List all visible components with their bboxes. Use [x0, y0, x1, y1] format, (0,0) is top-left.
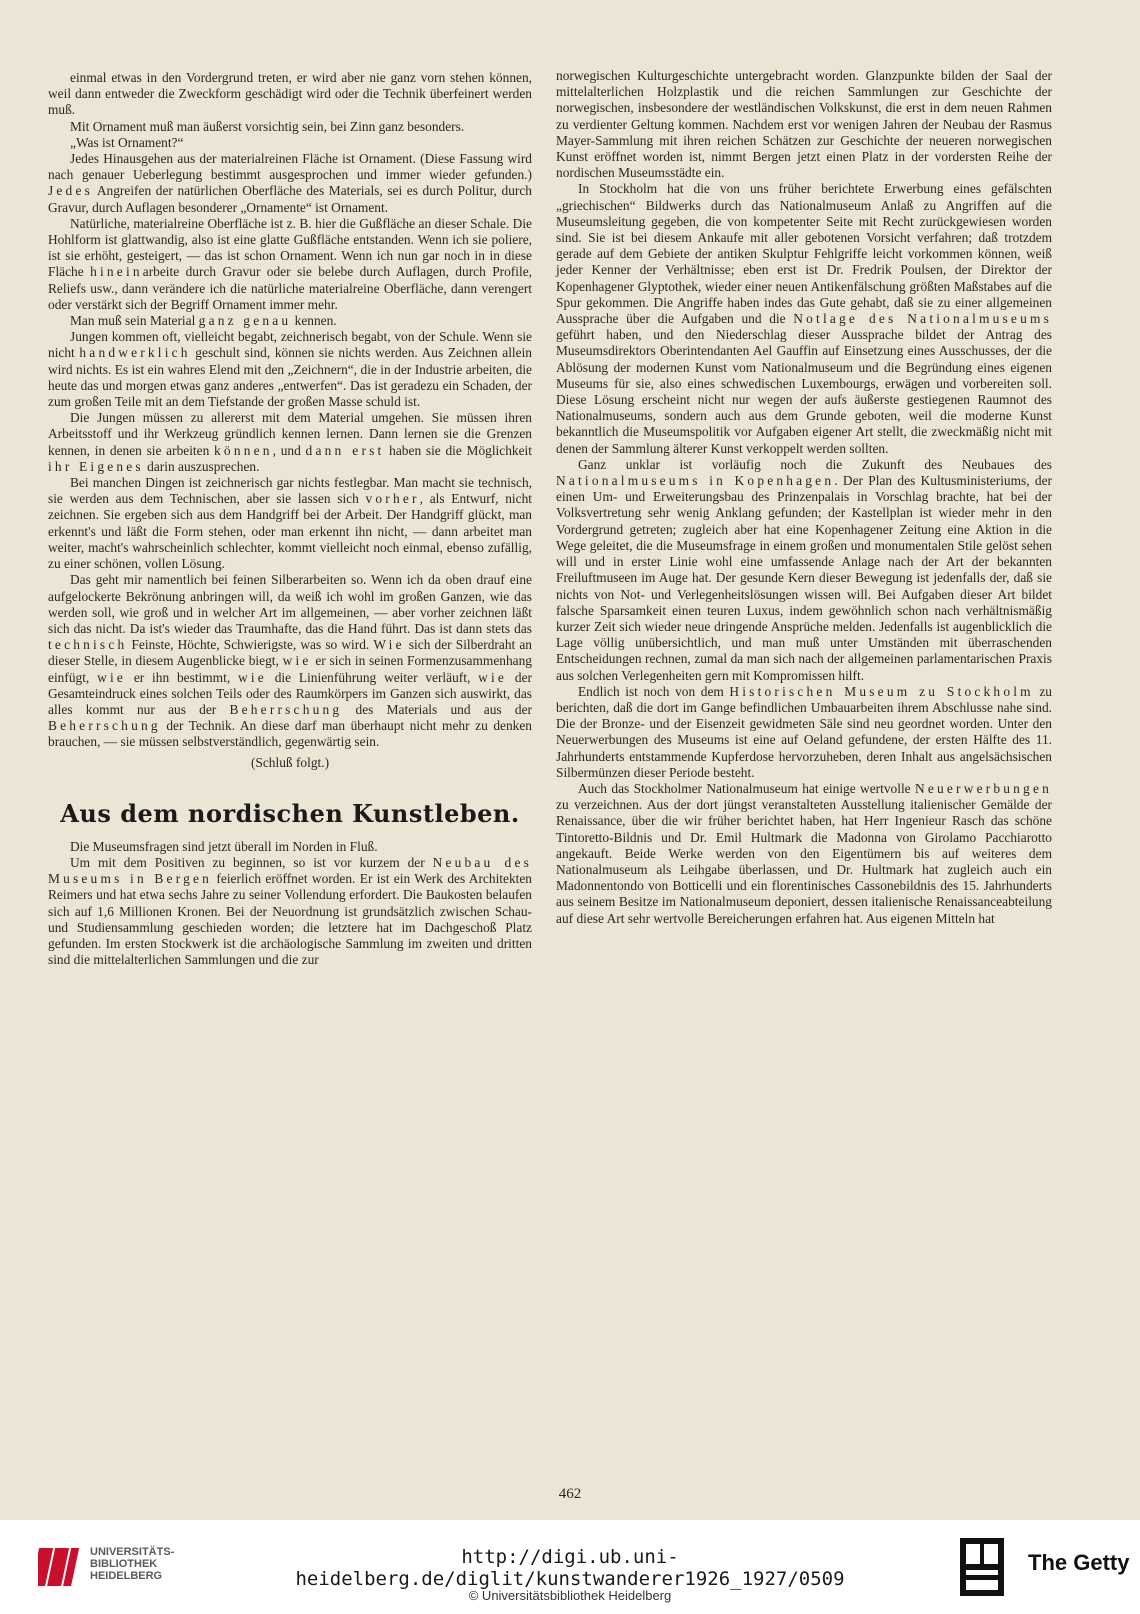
- getty-logo-icon: [960, 1538, 1004, 1596]
- library-name-line-2: BIBLIOTHEK: [90, 1558, 158, 1570]
- text-run: In Stockholm hat die von uns früher berichtete Erwerbung eines gefälschten „griechischen“ Bildwerks durch das Nationalmuseum Anlaß zu Angriffen auf die Museumsleitung gegeben, die von kompetenter Seite mit Recht zurückgewiesen worden sind. Sie ist bei diesem Ankaufe mit aller gebotenen Vorsicht verfahren; daß trotzdem gerade auf dem Gebiete der antiken Skulptur Fehlgriffe leicht vorkommen können, weiß jeder Kenner der Verhältnisse; eben erst ist Dr. Fredrik Poulsen, der Direktor der Kopenhagener Glyptothek, wieder einer neuen Antikenfälschung größten Maßstabes auf die Spur gekommen. Die Angriffe haben indes das Gute gehabt, daß sie zu einer allgemeinen Aussprache über die Aufgaben und die: [556, 181, 1052, 327]
- spaced-emphasis: dann erst: [305, 442, 385, 458]
- paragraph: [556, 684, 1052, 781]
- library-name-line-3: HEIDELBERG: [90, 1570, 163, 1582]
- spaced-emphasis: Historischen Museum zu Stockholm: [729, 683, 1034, 699]
- text-run: arbeite durch Gravur oder sie belebe durch Auflagen, durch Profile, Reliefs usw., dann verändere ich die natürliche materialreine Oberfläche, dann verengert oder verstärkt sich der Begriff Ornament immer mehr.: [48, 264, 532, 312]
- text-run: Auch das Stockholmer Nationalmuseum hat einige wertvolle: [578, 780, 915, 796]
- spaced-emphasis: wie: [237, 669, 267, 685]
- text-run: des Materials und aus der: [342, 701, 532, 717]
- source-url-link[interactable]: http://digi.ub.uni-heidelberg.de/diglit/kunstwanderer1926_1927/0509: [295, 1546, 845, 1590]
- paragraph: [48, 475, 532, 572]
- text-run: Die Jungen müssen zu allererst mit dem Material umgehen. Sie müssen ihren Arbeitsstoff und ihr Werkzeug gründlich kennen lernen. Dann lernen sie die Grenzen kennen, in denen sie arbeiten: [48, 410, 532, 458]
- copyright-notice: © Universitätsbibliothek Heidelberg: [468, 1588, 672, 1603]
- paragraph: [48, 151, 532, 216]
- text-run: norwegischen Kulturgeschichte untergebracht worden. Glanzpunkte bilden der Saal der mittelalterlichen Holzplastik und die reichen Sammlungen zur Geschichte der norwegischen, insbesondere der westländischen Volkskunst, die erst in dem neuen Rahmen zu verdienter Geltung kommen. Nachdem erst vor wenigen Jahren der Neubau der Rasmus Mayer-Sammlung mit ihren reichen Schätzen zur Geschichte der neueren norwegischen Kunst eröffnet worden ist, nimmt Bergen jetzt einen Platz in der vordersten Reihe der nordischen Museumsstädte ein.: [556, 68, 1052, 181]
- text-run: Die Museumsfragen sind jetzt überall im Norden in Fluß.: [70, 838, 378, 854]
- paragraph: [48, 135, 532, 151]
- text-run: Ganz unklar ist vorläufig noch die Zukunft des Neubaues des: [578, 456, 1052, 472]
- library-name-line-1: UNIVERSITÄTS-: [90, 1546, 175, 1558]
- left-paragraphs-2: [48, 839, 532, 969]
- spaced-emphasis: wie: [282, 653, 312, 669]
- spaced-emphasis: Jedes: [48, 183, 94, 199]
- spaced-emphasis: Nationalmuseums in Kopenhagen: [556, 473, 835, 489]
- text-run: Jungen kommen oft, vielleicht begabt, zeichnerisch begabt, von der Schule. Wenn sie nicht: [48, 329, 532, 361]
- text-run: der Gesamteindruck eines solchen Teils oder des Raumkörpers im Ganzen sich auswirkt, das alles kommt nur aus der: [48, 669, 532, 717]
- paragraph: [48, 313, 532, 329]
- university-library-logo-icon: [38, 1544, 84, 1590]
- text-run: sich der Silberdraht an dieser Stelle, in diesem Augenblicke biegt,: [48, 637, 532, 669]
- closing-note: (Schluß folgt.): [250, 754, 330, 770]
- text-run: Natürliche, materialreine Oberfläche ist z. B. hier die Gußfläche an dieser Schale. Die Hohlform ist glattwandig, also ist eine glatte Gußfläche entstanden. Wenn ich sie poliere, ist sie erhöht, gesteigert, — das ist schon Ornament. Wenn ich nun gar noch in in diese Fläche: [48, 215, 532, 280]
- text-run: Feinste, Höchte, Schwierigste, was so wird.: [127, 637, 374, 653]
- text-run: Bei manchen Dingen ist zeichnerisch gar nichts festlegbar. Man macht sie technisch, sie werden aus dem Technischen, aber sie lassen sich: [48, 475, 532, 507]
- text-run: feierlich eröffnet worden. Er ist ein Werk des Architekten Reimers und hat etwa sechs Jahre zu seiner Vollendung erfordert. Die Baukosten belaufen sich auf 1,6 Millionen Kronen. Bei der Neuordnung ist grundsätzlich zwischen Schau- und Studiensammlung geschieden worden; die letztere hat im Dachgeschoß Platz gefunden. Im ersten Stockwerk ist die archäologische Sammlung im zweiten und dritten sind die mittelalterlichen Sammlungen und die zur: [48, 871, 533, 968]
- text-run: . Der Plan des Kultusministeriums, der einen Um- und Erweiterungsbau des Prinzenpalais in Vorschlag brachte, hat bei der Volksvertretung sehr wenig Anklang gefunden; der Kastellplan ist wieder mehr in den Vordergrund getreten; zugleich aber hat eine Kopenhagener Zeitung eine Aktion in die Wege geleitet, die die Museumsfrage in einem großen und monumentalen Stile gelöst sehen will und in erster Linie wohl eine umfassende Anlage nach der Art der bekannten Freiluftmuseen im Auge hat. Der gesunde Kern dieser Bewegung ist jedenfalls der, daß sie nichts von Not- und Verlegenheitslösungen wissen will. Bei Aufgaben dieser Art bildet falsche Sparsamkeit einen teuren Luxus, indem gewöhnlich schon nach verhältnismäßig kurzer Zeit sich wieder neue dringende Ansprüche melden. Jedenfalls ist augenblicklich die Lage völlig unübersichtlich, und man muß unter Umständen mit überraschenden Entscheidungen rechnen, zumal da man sich nach der allgemeinen parlamentarischen Praxis aus solchen Verlegenheiten gern mit Kompromissen hilft.: [556, 473, 1053, 683]
- text-run: Das geht mir namentlich bei feinen Silberarbeiten so. Wenn ich da oben drauf eine aufgelockerte Bekrönung anbringen will, da weiß ich wohl im großen Ganzen, wie das werden soll, wie groß und in welcher Art im allgemeinen, — aber vorher zeichnen läßt sich das nicht. Da ist's wieder das Traumhafte, das die Hand führt. Das ist dann stets das: [48, 572, 532, 636]
- text-run: er ihn bestimmt,: [126, 669, 238, 685]
- text-run: Jedes Hinausgehen aus der materialreinen Fläche ist Ornament. (Diese Fassung wird nach genauer Ueberlegung bestimmt ausgesprochen und immer wieder gefunden.): [48, 151, 532, 183]
- paragraph: [48, 216, 532, 313]
- paragraph: [48, 410, 532, 475]
- paragraph: [556, 181, 1052, 456]
- text-run: Angreifen der natürlichen Oberfläche des Materials, sei es durch Politur, durch Gravur, durch Auflagen besonderer „Ornamente“ ist Ornament.: [48, 183, 532, 215]
- spaced-emphasis: technisch: [48, 637, 128, 653]
- text-run: Man muß sein Material: [70, 313, 199, 329]
- text-run: kennen.: [291, 313, 337, 329]
- spaced-emphasis: vorher: [365, 491, 420, 507]
- paragraph: [48, 119, 532, 135]
- text-run: „Was ist Ornament?“: [70, 134, 184, 150]
- spaced-emphasis: Neuerwerbungen: [914, 780, 1052, 796]
- spaced-emphasis: wie: [478, 669, 508, 685]
- paragraph: [556, 457, 1052, 684]
- paragraph: [556, 68, 1052, 181]
- text-run: darin auszusprechen.: [143, 458, 260, 474]
- spaced-emphasis: Wie: [373, 637, 405, 653]
- article-heading: Aus dem nordischen Kunstleben.: [60, 798, 520, 828]
- text-run: Endlich ist noch von dem: [578, 683, 730, 699]
- text-run: zu berichten, daß die dort im Gange befindlichen Umbauarbeiten ihrem Abschlusse nahe sind. Die der Bronze- und der Eisenzeit gewidmeten Säle sind neu geordnet worden. Unter den Neuerwerbungen des Museums ist eine auf Oeland gefundene, der ersten Hälfte des 11. Jahrhunderts entstammende Kupferdose hervorzuheben, deren Inhalt aus angelsächsischen Silbermünzen dieser Periode besteht.: [556, 683, 1052, 780]
- spaced-emphasis: ihr Eigenes: [48, 458, 144, 474]
- text-run: die Linienführung weiter verläuft,: [266, 669, 479, 685]
- paragraph: [48, 855, 532, 968]
- text-run: er sich in seinen Formenzusammenhang einfügt,: [48, 653, 532, 685]
- paragraph: [48, 839, 532, 855]
- left-paragraphs: [48, 70, 532, 751]
- right-paragraphs: [556, 68, 1052, 927]
- getty-name: The Getty: [1028, 1550, 1130, 1575]
- text-run: der Technik. An diese darf man überhaupt nicht mehr zu denken brauchen, — sie müssen selbstverständlich, gegenwärtig sein.: [48, 718, 532, 750]
- text-run: einmal etwas in den Vordergrund treten, er wird aber nie ganz vorn stehen können, weil dann entweder die Zweckform geschädigt wird oder die Technik überfeinert werden muß.: [48, 70, 532, 118]
- footer-bar: [0, 1520, 1140, 1614]
- spaced-emphasis: Beherrschung: [229, 701, 343, 717]
- text-run: haben sie die Möglichkeit: [384, 442, 532, 458]
- text-run: Um mit dem Positiven zu beginnen, so ist vor kurzem der: [70, 854, 433, 870]
- spaced-emphasis: wie: [97, 669, 127, 685]
- paragraph: [48, 70, 532, 119]
- text-run: geführt haben, und den Niederschlag dieser Aussprache bildet der Antrag des Museumsdirektors Oberintendanten Ael Gauffin auf Einsetzung eines Ausschusses, der die Ablösung der modernen Kunst vom Nationalmuseum und die Begründung eines eigenen Museums für sie, also eines schwedischen Luxembourgs, erwägen und vorbereiten soll. Diese Lösung erscheint nicht nur wegen der aufs äußerste gestiegenen Raumnot des Nationalmuseums, sondern auch aus dem Grunde geboten, weil die moderne Kunst bekanntlich die Museumspolitik vor Aufgaben eigener Art stellt, die zweckmäßig nicht mit denen der Sammlung älterer Kunst verkoppelt werden sollten.: [556, 327, 1052, 456]
- spaced-emphasis: hinein: [90, 264, 143, 280]
- paragraph: [48, 572, 532, 750]
- paragraph: [48, 329, 532, 410]
- text-run: zu verzeichnen. Aus der dort jüngst veranstalteten Ausstellung italienischer Gemälde der Renaissance, über die wir früher berichtet haben, hat Herr Ingenieur Rasch das schöne Tintoretto-Bildnis und Dr. Emil Hultmark die Madonna von Girolamo Pacchiarotto angekauft. Beide Werke werden von den Eigentümern bis auf weiteres dem Nationalmuseum als Leihgabe überlassen, und Dr. Hultmark hat zugleich auch ein Madonnentondo von Botticelli und ein florentinisches Cassonebildnis des 15. Jahrhunderts aus seinem Besitze im Nationalmuseum deponiert, dessen italienische Renaissanceabteilung auf diese Art sehr wertvolle Bereicherungen erfahren hat. Aus eigenen Mitteln hat: [556, 797, 1052, 926]
- text-run: geschult sind, können sie nichts werden. Aus Zeichnen allein wird nichts. Es ist ein wahres Elend mit den „Zeichnern“, die in der Industrie arbeiten, die heute das und morgen etwas ganz anderes „entwerfen“. Das ist geradezu ein Schaden, der zum großen Teile mit an dem Tiefstande der großen Masse schuld ist.: [48, 345, 533, 410]
- left-column: [48, 70, 532, 968]
- spaced-emphasis: Beherrschung: [48, 718, 161, 734]
- spaced-emphasis: handwerklich: [79, 345, 191, 361]
- spaced-emphasis: können: [214, 442, 273, 458]
- text-run: Mit Ornament muß man äußerst vorsichtig sein, bei Zinn ganz besonders.: [70, 118, 465, 134]
- right-column: [556, 68, 1052, 927]
- library-name: [90, 1546, 174, 1582]
- spaced-emphasis: ganz genau: [198, 313, 292, 329]
- spaced-emphasis: Notlage des Nationalmuseums: [793, 311, 1052, 327]
- text-run: , als Entwurf, nicht zeichnen. Sie ergeben sich aus dem Handgriff bei der Arbeit. Der Handgriff glückt, man erkennt's und läßt die Form stehen, oder man erkennt ihn nicht, — dann arbeitet man weiter, macht's wahrscheinlich schlechter, kommt vielleicht noch einmal, ebenso zufällig, zu einer schönen, vollen Lösung.: [48, 491, 532, 572]
- page-number: 462: [558, 1486, 582, 1502]
- paragraph: [556, 781, 1052, 927]
- text-run: , und: [272, 442, 306, 458]
- spaced-emphasis: Neubau des Museums in Bergen: [48, 854, 532, 887]
